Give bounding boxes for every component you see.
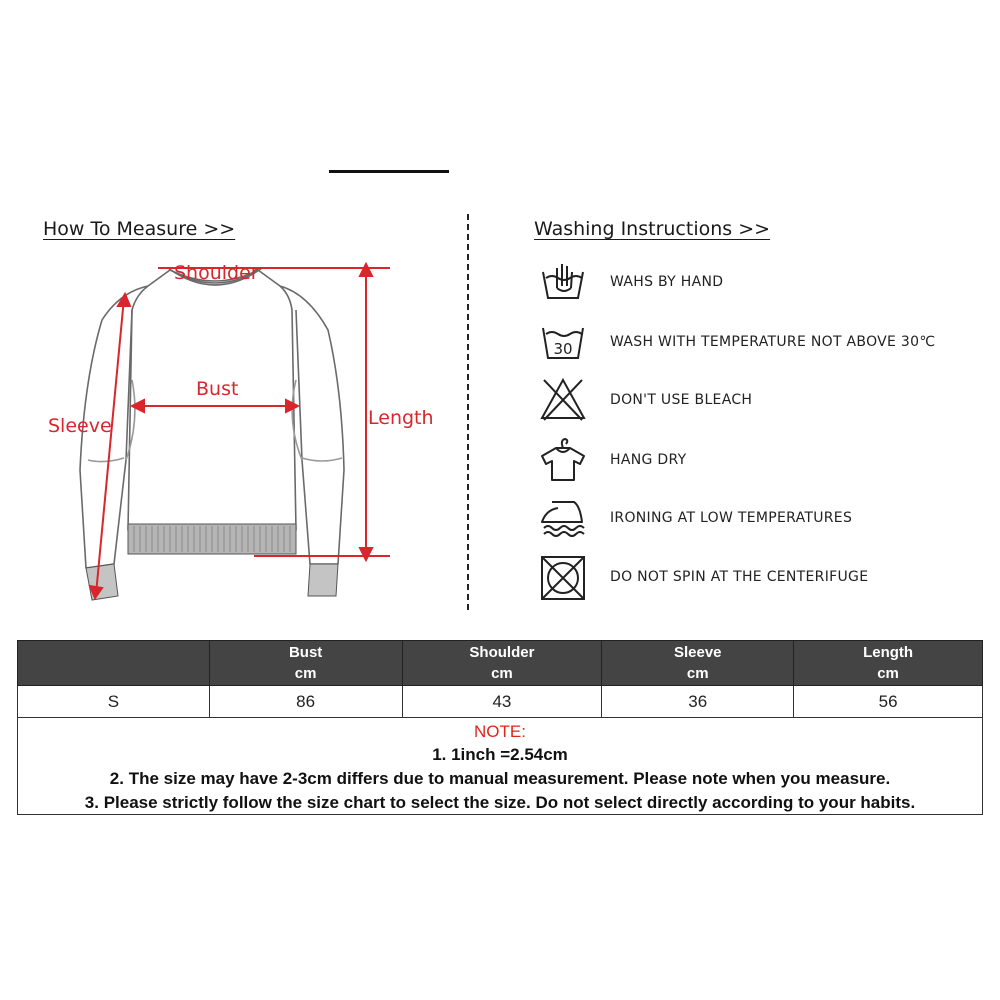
size-cell: S <box>18 686 210 718</box>
wash-item-label: DO NOT SPIN AT THE CENTERIFUGE <box>610 569 869 585</box>
wash-item-label: IRONING AT LOW TEMPERATURES <box>610 510 853 526</box>
wash-item-no-spin <box>538 553 958 603</box>
wash-item-hang-dry <box>538 436 958 486</box>
wash-item-no-bleach <box>538 376 958 426</box>
vertical-dashed-divider <box>467 214 469 610</box>
wash-item-label: WASH WITH TEMPERATURE NOT ABOVE 30℃ <box>610 334 936 350</box>
shoulder-cell: 43 <box>402 686 602 718</box>
note-title: NOTE: <box>474 722 526 741</box>
table-row <box>18 686 983 718</box>
size-header-length: Length cm <box>794 641 983 686</box>
note-line: 3. Please strictly follow the size chart to select the size. Do not select directly according to your habits. <box>84 793 916 812</box>
no-bleach-icon <box>538 376 588 424</box>
size-header-bust: Bust cm <box>209 641 402 686</box>
length-label: Length <box>368 407 434 429</box>
length-cell: 56 <box>794 686 983 718</box>
wash-item-label: DON'T USE BLEACH <box>610 392 753 408</box>
hand-wash-icon <box>538 258 588 306</box>
bust-cell: 86 <box>209 686 402 718</box>
wash-item-label: HANG DRY <box>610 452 687 468</box>
hang-dry-icon <box>538 436 588 484</box>
shoulder-label: Shoulder <box>174 262 259 284</box>
wash-item-ironing <box>538 494 958 544</box>
wash-item-hand <box>538 258 958 308</box>
sleeve-label: Sleeve <box>48 415 112 437</box>
wash-item-temperature <box>538 318 958 368</box>
wash-item-label: WAHS BY HAND <box>610 274 724 290</box>
wash-temp-badge: 30 <box>553 340 573 358</box>
washing-instructions-title: Washing Instructions >> <box>534 218 771 240</box>
top-divider-line <box>329 170 449 173</box>
note-line: 2. The size may have 2-3cm differs due to manual measurement. Please note when you measure. <box>109 769 891 788</box>
iron-low-icon <box>538 494 588 542</box>
bust-label: Bust <box>196 378 239 400</box>
size-header-shoulder: Shoulder cm <box>402 641 602 686</box>
note-box <box>17 716 983 815</box>
sleeve-cell: 36 <box>602 686 794 718</box>
sweater-measure-diagram <box>40 250 440 610</box>
no-spin-icon <box>538 553 588 603</box>
size-header-blank <box>18 641 210 686</box>
how-to-measure-title: How To Measure >> <box>43 218 236 240</box>
size-table <box>17 640 983 718</box>
size-table-header-row <box>18 641 983 686</box>
size-header-sleeve: Sleeve cm <box>602 641 794 686</box>
note-line: 1. 1inch =2.54cm <box>432 745 568 764</box>
wash-30-icon <box>538 318 588 366</box>
